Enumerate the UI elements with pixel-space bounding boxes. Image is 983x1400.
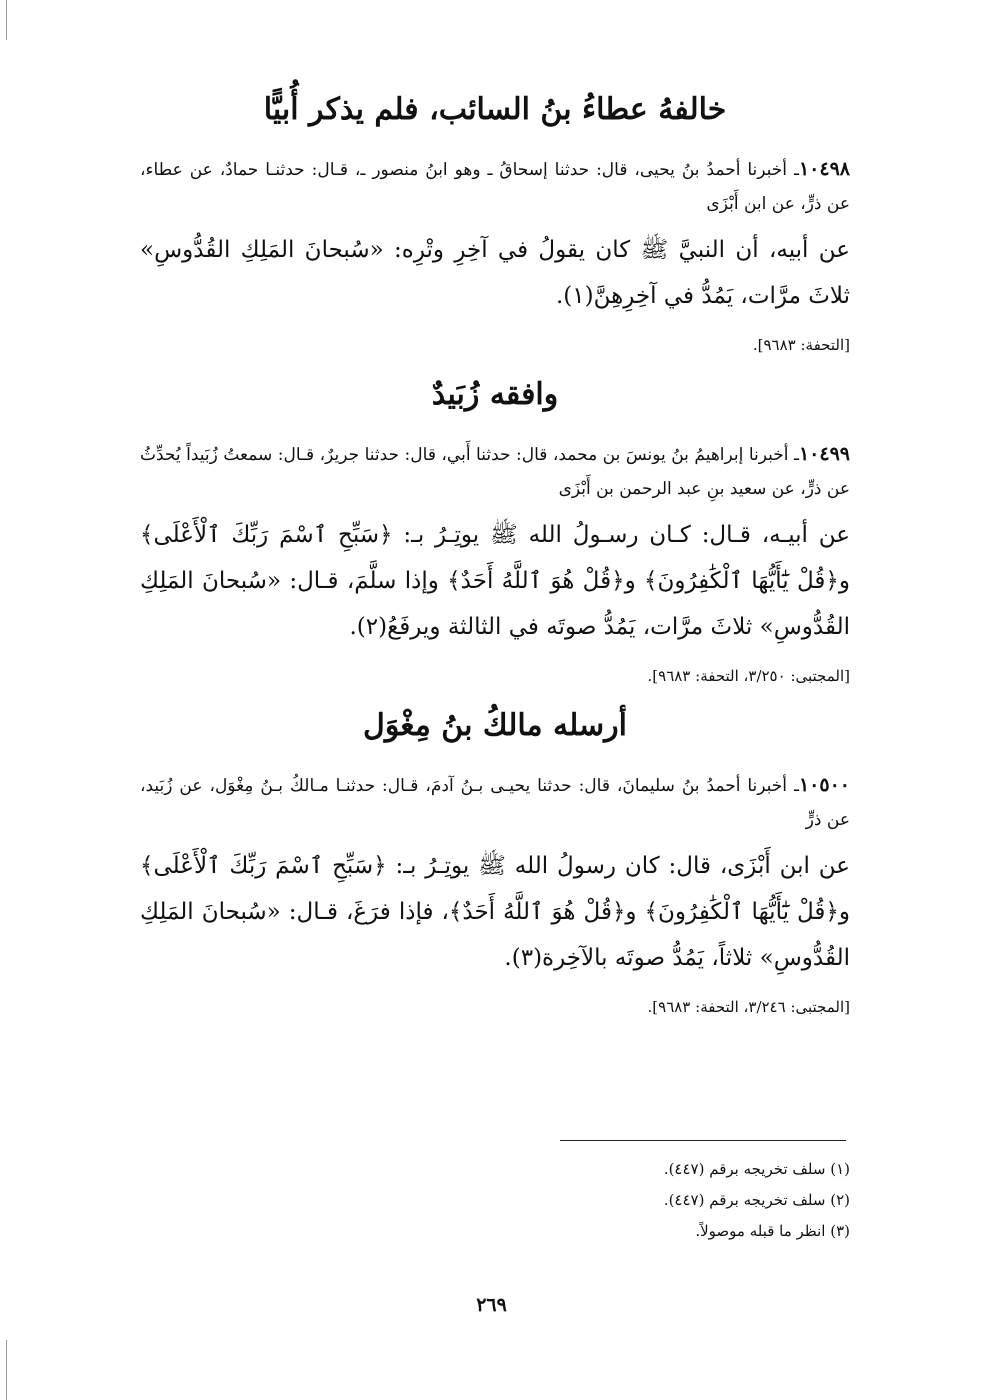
isnad-text: أخبرنا أحمدُ بنُ يحيى، قال: حدثنا إسحاقُ ـ وهو ابنُ منصور ـ، قـال: حدثنـا حمادٌ، عن عطاء، عن ذرٍّ، عن ابن أَبْزَى <box>140 160 850 214</box>
hadith-matn: عن ابن أَبْزَى، قال: كان رسولُ الله ﷺ يوتِـرُ بـ: ﴿سَبِّحِ ٱسْمَ رَبِّكَ ٱلْأَعْلَى﴾ و﴿قُلْ يَٰٓأَيُّهَا ٱلْكَٰفِرُونَ﴾ و﴿قُلْ هُوَ ٱللَّهُ أَحَدٌ﴾، فإذا فرَغَ، قـال: «سُبحانَ المَلِكِ القُدُّوسِ» ثلاثاً، يَمُدُّ صوتَه بالآخِرة(٣). <box>140 853 850 971</box>
hadith-reference: [المجتبى: ٣/٢٥٠، التحفة: ٩٦٨٣]. <box>647 667 850 685</box>
footnote: (٢) سلف تخريجه برقم (٤٤٧). <box>663 1191 850 1209</box>
hadith-reference: [التحفة: ٩٦٨٣]. <box>752 336 850 354</box>
hadith-entry <box>140 768 850 1021</box>
hadith-entry <box>140 437 850 690</box>
scan-edge-line-bottom <box>6 1340 7 1400</box>
hadith-isnad <box>140 437 850 506</box>
footnote-separator <box>560 1140 846 1141</box>
page-content <box>140 88 850 1035</box>
footnote: (١) سلف تخريجه برقم (٤٤٧). <box>663 1160 850 1178</box>
hadith-number: ١٠٥٠٠ <box>798 774 850 796</box>
hadith-matn: عن أبيـه، قـال: كـان رسـولُ الله ﷺ يوتِـرُ بـ: ﴿سَبِّحِ ٱسْمَ رَبِّكَ ٱلْأَعْلَى﴾ و﴿قُلْ يَٰٓأَيُّهَا ٱلْكَٰفِرُونَ﴾ و﴿قُلْ هُوَ ٱللَّهُ أَحَدٌ﴾ وإذا سلَّمَ، قـال: «سُبحانَ المَلِكِ القُدُّوسِ» ثلاثَ مرَّات، يَمُدُّ صوتَه في الثالثة ويرفَعُ(٢). <box>140 522 850 640</box>
isnad-text: أخبرنا إبراهيمُ بنُ يونسَ بن محمد، قال: حدثنا أَبي، قال: حدثنا جريرٌ، قـال: سمعتُ زُبَيداً يُحدِّثُ عن ذرٍّ، عن سعيد بنِ عبد الرحمن بن أَبْزَى <box>140 445 850 499</box>
hadith-isnad <box>140 768 850 837</box>
hadith-number-dash: ـ <box>787 160 799 180</box>
footnote: (٣) انظر ما قبله موصولاً. <box>695 1222 850 1240</box>
footnotes <box>560 1154 850 1247</box>
hadith-number: ١٠٤٩٩ <box>798 443 850 465</box>
section-heading: وافقه زُبَيدٌ <box>431 377 559 412</box>
hadith-reference: [المجتبى: ٣/٢٤٦، التحفة: ٩٦٨٣]. <box>647 998 850 1016</box>
section-heading: خالفهُ عطاءُ بنُ السائب، فلم يذكر أُبيًّا <box>263 92 727 127</box>
hadith-number: ١٠٤٩٨ <box>798 158 850 180</box>
page-number: ٢٦٩ <box>476 1294 507 1316</box>
isnad-text: أخبرنا أحمدُ بنُ سليمانَ، قال: حدثنا يحيـى بـنُ آدمَ، قـال: حدثنـا مـالكُ بـنُ مِغْوَل، عن زُبَيد، عن ذرٍّ <box>140 776 850 830</box>
hadith-matn: عن أبيه، أن النبيَّ ﷺ كان يقولُ في آخِرِ وتْرِه: «سُبحانَ المَلِكِ القُدُّوسِ» ثلاثَ مرَّات، يَمُدُّ في آخِرِهِنَّ(١). <box>140 237 850 309</box>
hadith-entry <box>140 152 850 359</box>
hadith-isnad <box>140 152 850 221</box>
hadith-number-dash: ـ <box>787 776 799 796</box>
scan-edge-line-top <box>6 0 7 40</box>
section-heading: أرسله مالكُ بنُ مِغْوَل <box>363 708 627 743</box>
hadith-number-dash: ـ <box>788 445 799 465</box>
